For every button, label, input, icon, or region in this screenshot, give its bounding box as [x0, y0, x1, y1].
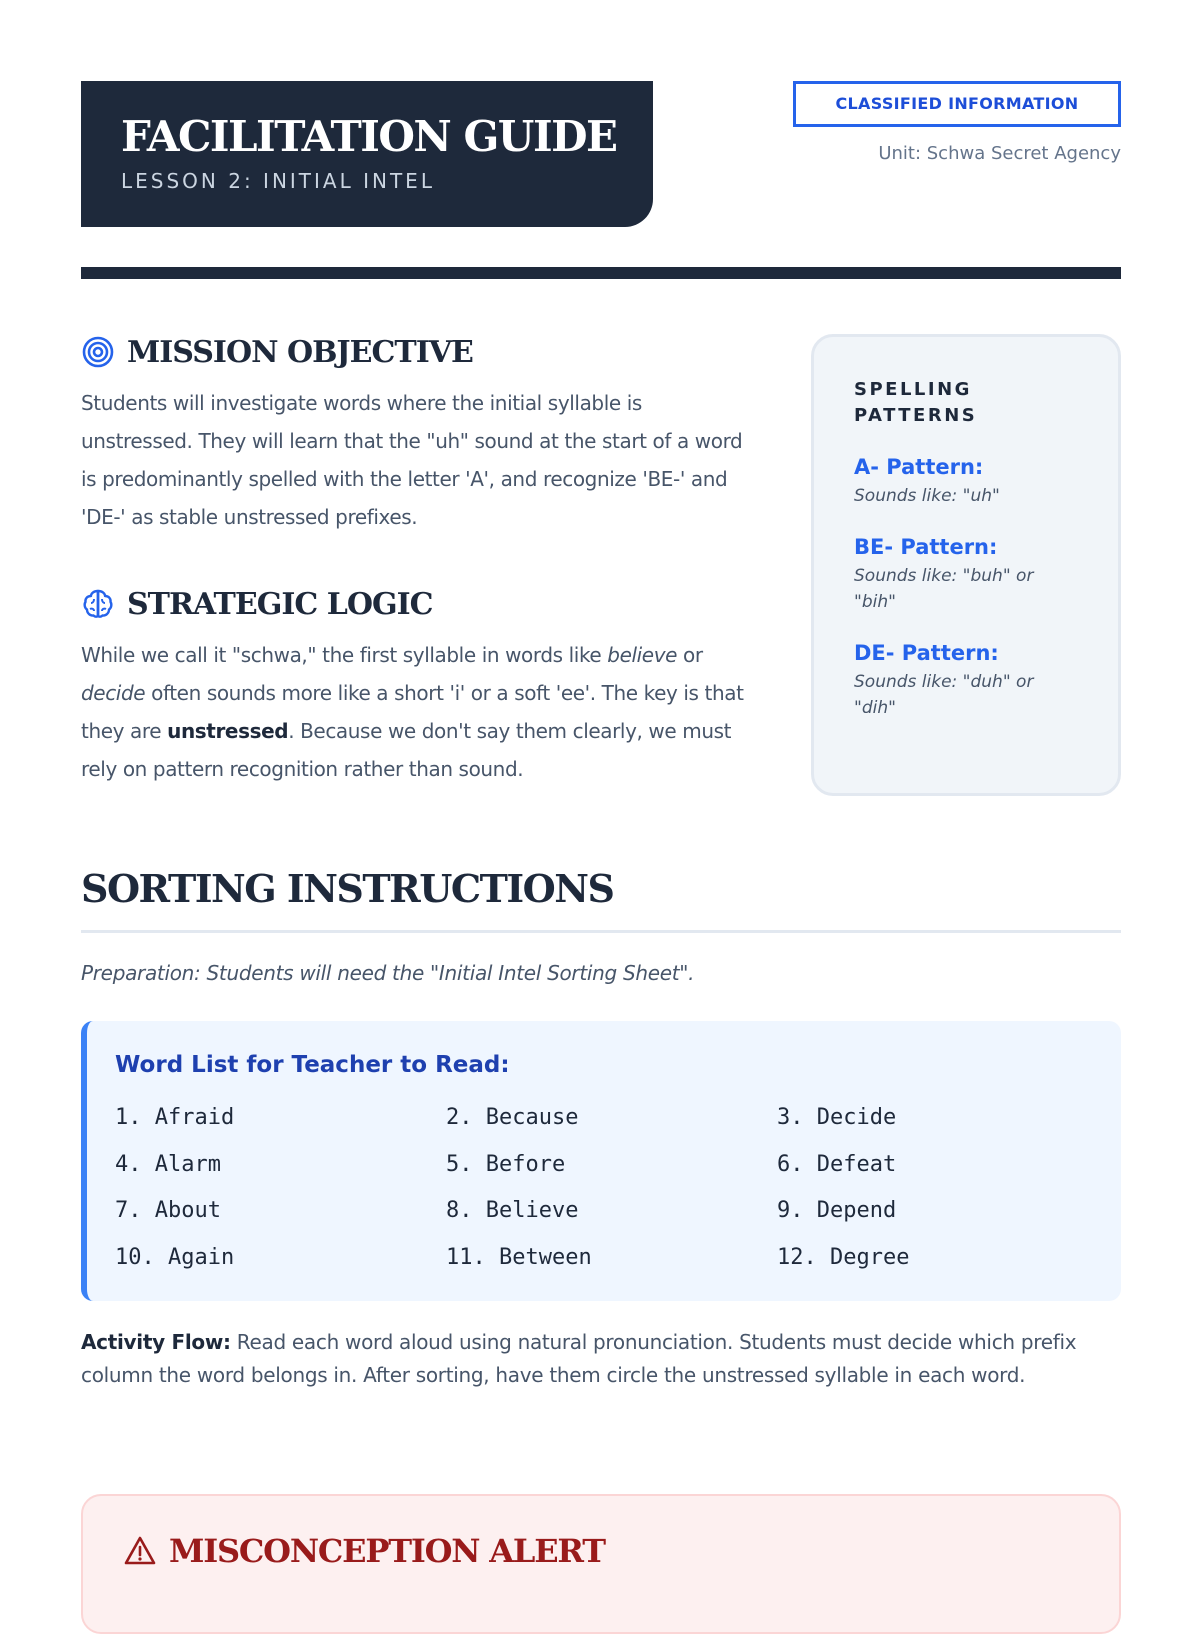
- classified-badge: CLASSIFIED INFORMATION: [793, 81, 1121, 127]
- pattern-sound: Sounds like: "duh" or "dih": [854, 672, 1034, 718]
- brain-icon: [81, 587, 115, 621]
- strategic-logic-title: STRATEGIC LOGIC: [127, 586, 433, 622]
- pattern-sound: Sounds like: "uh": [854, 486, 1000, 506]
- mission-objective-title: MISSION OBJECTIVE: [127, 334, 473, 370]
- strategic-logic-heading: [81, 582, 753, 626]
- word-list-item: 3. Decide: [777, 1105, 897, 1130]
- strategy-text-part: or: [677, 643, 703, 667]
- activity-flow-description: Read each word aloud using natural pronunciation. Students must decide which prefix column the word belongs in. After sorting, have them circle the unstressed syllable in each word.: [81, 1330, 1077, 1387]
- pattern-sound: Sounds like: "buh" or "bih": [854, 566, 1034, 612]
- spelling-patterns-card: [811, 334, 1121, 796]
- word-list-item: 7. About: [115, 1198, 221, 1223]
- strategic-logic-section: [81, 582, 753, 788]
- word-list-item: 6. Defeat: [777, 1151, 897, 1177]
- misconception-alert-title: MISCONCEPTION ALERT: [169, 1532, 605, 1570]
- word-list-item: 9. Depend: [777, 1198, 897, 1223]
- emphasis-unstressed: unstressed: [167, 719, 289, 743]
- word-list-item: 5. Before: [446, 1151, 566, 1177]
- pattern-name: A- Pattern:: [854, 455, 984, 479]
- word-list-item: 2. Because: [446, 1105, 579, 1130]
- word-list-item: 11. Between: [446, 1244, 592, 1270]
- unit-label: Unit: Schwa Secret Agency: [878, 143, 1121, 164]
- misconception-alert-heading: [123, 1532, 1119, 1570]
- misconception-alert-box: [81, 1494, 1121, 1634]
- strategic-logic-text: [81, 636, 753, 788]
- word-list-grid: [115, 1095, 1121, 1281]
- word-list-item: 8. Believe: [446, 1198, 579, 1223]
- example-word-believe: believe: [607, 643, 678, 667]
- lesson-subtitle: LESSON 2: INITIAL INTEL: [121, 169, 435, 193]
- word-list-item: 4. Alarm: [115, 1151, 221, 1177]
- example-word-decide: decide: [81, 681, 146, 705]
- word-list-item: 1. Afraid: [115, 1105, 235, 1130]
- strategy-text-part: . Because we don't say them clearly, we must rely on pattern recognition rather than sound.: [81, 719, 732, 781]
- word-list-box: [81, 1021, 1121, 1301]
- pattern-item: [854, 639, 1098, 721]
- strategy-text-part: While we call it "schwa," the first syllable in words like: [81, 643, 608, 667]
- strategy-text-part: often sounds more like a short 'i' or a soft 'ee'. The key is that they are: [81, 681, 744, 743]
- title-block: [81, 81, 653, 227]
- word-list-item: 12. Degree: [777, 1244, 910, 1270]
- word-list-title: Word List for Teacher to Read:: [115, 1052, 510, 1078]
- page-title: FACILITATION GUIDE: [121, 112, 617, 161]
- pattern-item: [854, 453, 1098, 509]
- mission-objective-text: Students will investigate words where the initial syllable is unstressed. They will learn that the "uh" sound at the start of a word is predominantly spelled with the letter 'A', and recognize 'BE-' and 'DE-' as stable unstressed prefixes.: [81, 391, 743, 529]
- mission-objective-heading: [81, 330, 753, 374]
- sorting-divider: [81, 930, 1121, 933]
- activity-flow-label: Activity Flow:: [81, 1330, 231, 1354]
- header-divider: [81, 267, 1121, 279]
- pattern-name: BE- Pattern:: [854, 535, 998, 559]
- pattern-item: [854, 533, 1098, 615]
- sorting-instructions-title: SORTING INSTRUCTIONS: [81, 866, 614, 911]
- target-icon: [81, 335, 115, 369]
- spelling-patterns-title: SPELLING PATTERNS: [854, 379, 978, 426]
- warning-icon: [123, 1534, 157, 1568]
- activity-flow-text: [81, 1326, 1121, 1392]
- word-list-item: 10. Again: [115, 1244, 235, 1270]
- preparation-note: Preparation: Students will need the "Initial Intel Sorting Sheet".: [81, 961, 695, 985]
- pattern-name: DE- Pattern:: [854, 641, 999, 665]
- mission-objective-section: [81, 330, 753, 536]
